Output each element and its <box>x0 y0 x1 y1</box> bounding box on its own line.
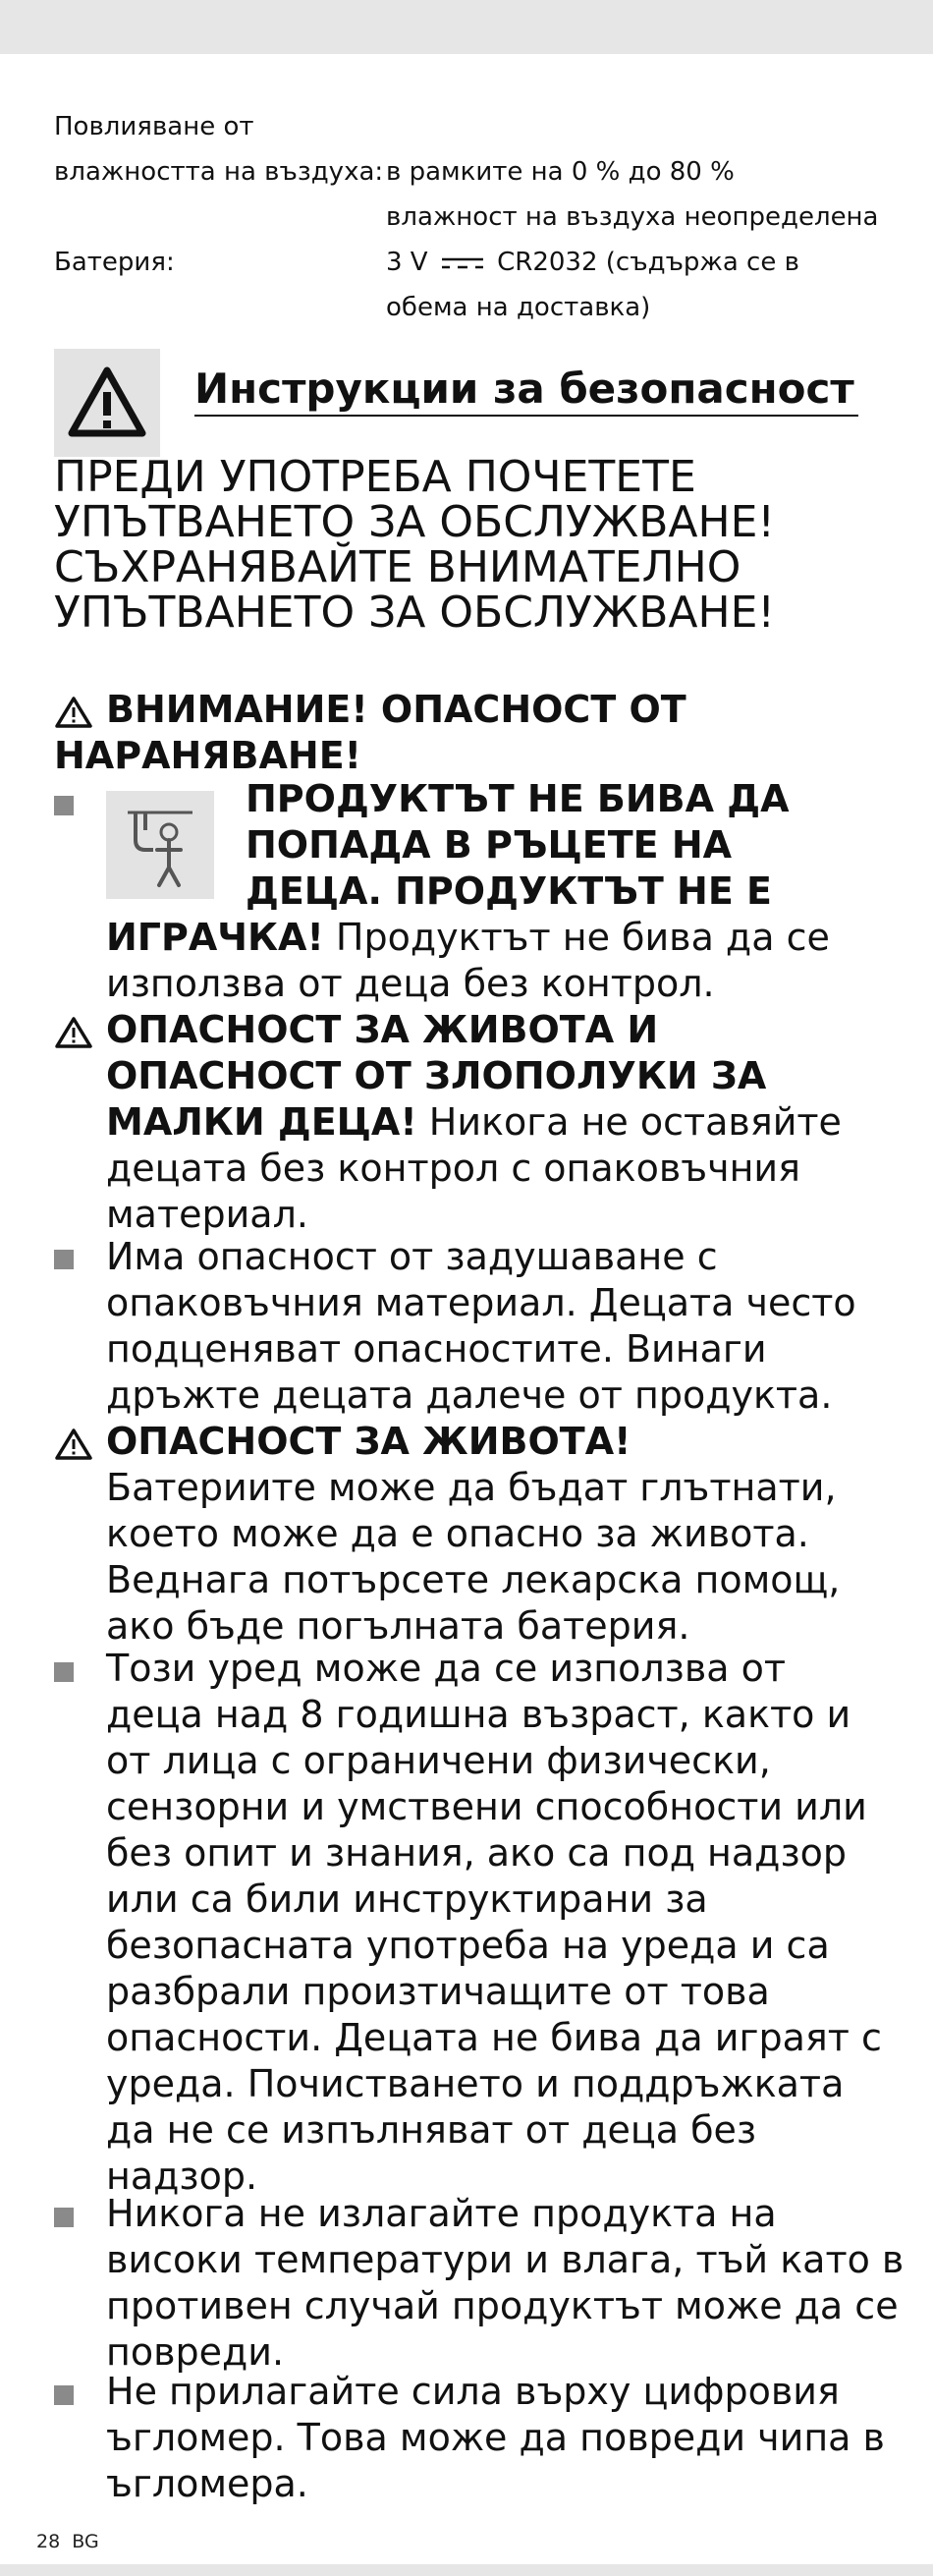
temperature-line: противен случай продуктът може да се <box>106 2284 899 2327</box>
warning-triangle-small-icon <box>54 1016 93 1053</box>
suffocation-line: дръжте децата далече от продукта. <box>106 1373 833 1417</box>
children-line4 <box>106 915 830 961</box>
age-line: безопасната употреба на уреда и са <box>106 1924 830 1967</box>
age-line: уреда. Почистването и поддръжката <box>106 2062 845 2105</box>
suffocation-line: опаковъчния материал. Децата често <box>106 1281 856 1324</box>
children-line2: ПОПАДА В РЪЦЕТЕ НА <box>246 823 733 867</box>
warning-life-line3 <box>106 1099 842 1146</box>
top-bar <box>0 0 933 54</box>
intro-line: УПЪТВАНЕТО ЗА ОБСЛУЖВАНЕ! <box>54 588 776 638</box>
bullet-marker <box>54 2208 74 2227</box>
age-line: без опит и знания, ако са под надзор <box>106 1831 848 1875</box>
force-line: ъгломер. Това може да повреди чипа в <box>106 2416 885 2459</box>
warning-icon-box <box>54 349 160 457</box>
suffocation-line: подценяват опасностите. Винаги <box>106 1327 767 1371</box>
age-line: Този уред може да се използва от <box>106 1647 787 1690</box>
dc-symbol-icon <box>440 253 485 273</box>
age-line: от лица с ограничени физически, <box>106 1739 771 1782</box>
battery-voltage: 3 V <box>386 248 428 277</box>
intro-line: УПЪТВАНЕТО ЗА ОБСЛУЖВАНЕ! <box>54 497 776 547</box>
bullet-marker <box>54 796 74 815</box>
children-line5: използва от деца без контрол. <box>106 962 715 1005</box>
warning-injury-line2: НАРАНЯВАНЕ! <box>54 734 361 777</box>
battery-line: Веднага потърсете лекарска помощ, <box>106 1558 841 1601</box>
warning-triangle-small-icon <box>54 1428 93 1465</box>
warning-triangle-small-icon <box>54 696 93 733</box>
warning-life-line3-text: Никога не оставяйте <box>416 1100 842 1144</box>
battery-line: което може да е опасно за живота. <box>106 1512 809 1555</box>
children-toy-warning: ИГРАЧКА! <box>106 916 324 959</box>
intro-text <box>54 452 776 638</box>
age-line: сензорни и умствени способности или <box>106 1785 867 1828</box>
children-line1: ПРОДУКТЪТ НЕ БИВА ДА <box>246 777 790 820</box>
humidity-label-2: влажността на въздуха: <box>54 157 384 187</box>
children-line4-text: Продуктът не бива да се <box>323 916 830 959</box>
warning-life-line1: ОПАСНОСТ ЗА ЖИВОТА И <box>106 1008 659 1051</box>
language-code: BG <box>72 2531 99 2552</box>
bullet-marker <box>54 2385 74 2405</box>
suffocation-line: Има опасност от задушаване с <box>106 1235 718 1278</box>
warning-triangle-icon <box>54 349 160 457</box>
force-line: ъгломера. <box>106 2462 308 2505</box>
age-line: надзор. <box>106 2155 258 2198</box>
age-line: да не се изпълняват от деца без <box>106 2108 757 2152</box>
age-line: разбрали произтичащите от това <box>106 1970 770 2013</box>
warning-battery-title: ОПАСНОСТ ЗА ЖИВОТА! <box>106 1420 631 1463</box>
age-line: опасности. Децата не бива да играят с <box>106 2016 882 2059</box>
intro-line: СЪХРАНЯВАЙТЕ ВНИМАТЕЛНО <box>54 542 741 592</box>
bullet-marker <box>54 1662 74 1682</box>
battery-line: ако бъде погълната батерия. <box>106 1604 690 1648</box>
page-footer <box>36 2531 99 2552</box>
warning-life-line2: ОПАСНОСТ ОТ ЗЛОПОЛУКИ ЗА <box>106 1054 767 1097</box>
temperature-line: Никога не излагайте продукта на <box>106 2192 777 2235</box>
bottom-bar <box>0 2564 933 2576</box>
battery-type: CR2032 (съдържа се в <box>497 248 799 277</box>
section-title: Инструкции за безопасност <box>194 364 858 417</box>
battery-line: Батериите може да бъдат глътнати, <box>106 1466 837 1509</box>
temperature-line: повреди. <box>106 2330 285 2374</box>
battery-label: Батерия: <box>54 248 175 277</box>
humidity-value-1: в рамките на 0 % до 80 % <box>386 157 735 187</box>
bullet-marker <box>54 1250 74 1269</box>
humidity-label-1: Повлияване от <box>54 112 254 141</box>
page-number: 28 <box>36 2531 61 2552</box>
battery-value-2: обема на доставка) <box>386 293 651 322</box>
battery-value <box>386 240 799 285</box>
warning-small-children: МАЛКИ ДЕЦА! <box>106 1100 417 1144</box>
humidity-value-2: влажност на въздуха неопределена <box>386 202 879 232</box>
temperature-line: високи температури и влага, тъй като в <box>106 2238 905 2281</box>
age-line: деца над 8 годишна възраст, както и <box>106 1693 851 1736</box>
warning-life-line5: материал. <box>106 1193 308 1236</box>
intro-line: ПРЕДИ УПОТРЕБА ПОЧЕТЕТЕ <box>54 452 696 502</box>
child-warning-icon-box <box>106 791 214 899</box>
child-hand-icon <box>106 791 214 899</box>
children-line3: ДЕЦА. ПРОДУКТЪТ НЕ Е <box>246 869 773 913</box>
force-line: Не прилагайте сила върху цифровия <box>106 2370 840 2413</box>
warning-injury-line1: ВНИМАНИЕ! ОПАСНОСТ ОТ <box>106 688 686 731</box>
age-line: или са били инструктирани за <box>106 1877 708 1921</box>
warning-life-line4: децата без контрол с опаковъчния <box>106 1147 800 1190</box>
